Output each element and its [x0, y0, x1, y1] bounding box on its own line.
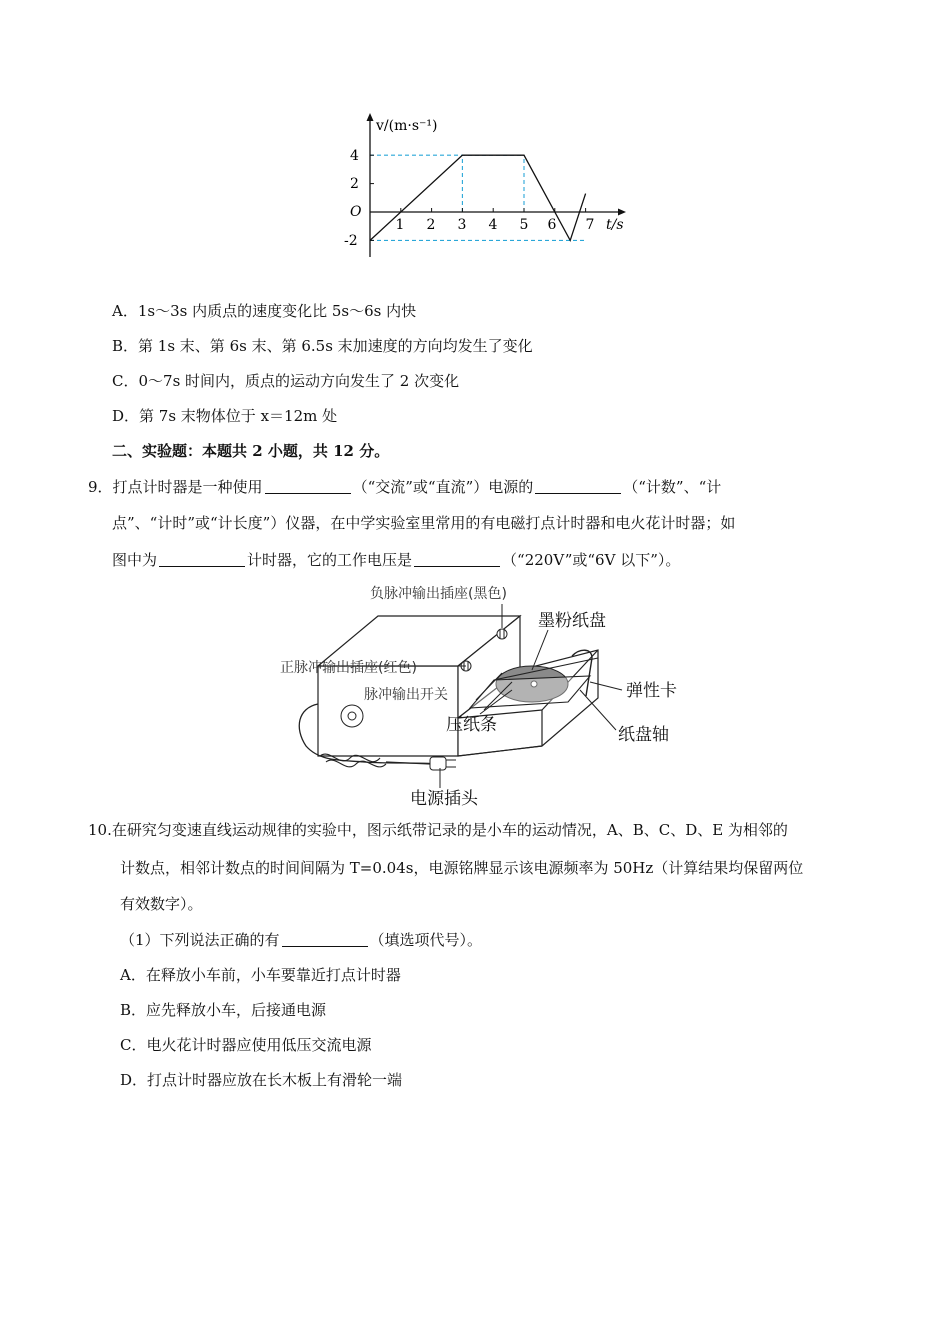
toner-disk-label: 墨粉纸盘 [538, 611, 606, 631]
option-letter: C． [120, 1036, 147, 1054]
plug-label: 电源插头 [410, 789, 478, 809]
neg-socket-label: 负脉冲输出插座(黑色) [370, 586, 507, 602]
spring-clip-label: 弹性卡 [626, 681, 677, 701]
option-text: 在释放小车前，小车要靠近打点计时器 [145, 966, 401, 984]
q8-option-c [112, 371, 459, 391]
x-tick-label: 1 [395, 217, 405, 233]
option-letter: B． [120, 1001, 147, 1019]
x-tick-label: 2 [426, 217, 436, 233]
q10-line-1: 10.在研究匀变速直线运动规律的实验中，图示纸带记录的是小车的运动情况，A、B、C、D、E 为相邻的 [88, 821, 788, 839]
q8-option-b [112, 336, 533, 356]
y-tick-label: 2 [350, 176, 359, 192]
x-tick-label: 6 [547, 217, 557, 233]
y-tick-label: -2 [344, 233, 358, 249]
q10-option-a [120, 965, 401, 985]
q9-text: 打点计时器是一种使用 [112, 478, 263, 496]
answer-blank[interactable] [265, 479, 351, 494]
option-letter: A． [112, 302, 138, 320]
x-tick-label: 5 [519, 217, 529, 233]
option-text: 打点计时器应放在长木板上有滑轮一端 [147, 1071, 403, 1089]
option-text: 第 7s 末物体位于 x＝12m 处 [139, 407, 338, 425]
q8-option-a [112, 301, 416, 321]
x-tick-label: 3 [457, 217, 467, 233]
question-number: 9． [88, 478, 113, 496]
x-tick-label: 7 [585, 217, 595, 233]
y-tick-label: 4 [350, 148, 359, 164]
q10-line-2: 计数点，相邻计数点的时间间隔为 T=0.04s，电源铭牌显示该电源频率为 50Hz（计算结果均保留两位 [120, 859, 804, 877]
q10-option-d [120, 1070, 402, 1090]
paper-press-label: 压纸条 [446, 715, 497, 735]
disk-axis-label: 纸盘轴 [618, 725, 669, 745]
answer-blank[interactable] [159, 552, 245, 567]
q9-line-3 [112, 550, 680, 570]
answer-blank[interactable] [535, 479, 621, 494]
q9-text: （“220V”或“6V 以下”）。 [502, 551, 681, 569]
section-title: 二、实验题：本题共 2 小题，共 12 分。 [112, 442, 390, 460]
q10-text: （填选项代号）。 [369, 931, 483, 949]
answer-blank[interactable] [414, 552, 500, 567]
q8-option-d [112, 406, 337, 426]
x-axis-arrow [618, 209, 626, 216]
vt-graph [330, 105, 640, 265]
switch-label: 脉冲输出开关 [364, 687, 448, 703]
option-letter: D． [112, 407, 140, 425]
option-text: 0～7s 时间内，质点的运动方向发生了 2 次变化 [138, 372, 460, 390]
switch-knob [341, 705, 363, 727]
option-text: 1s～3s 内质点的速度变化比 5s～6s 内快 [137, 302, 417, 320]
q9-text: （“计数”、“计 [623, 478, 722, 496]
option-letter: A． [120, 966, 146, 984]
x-tick-label: 4 [488, 217, 498, 233]
q9-text: 计时器，它的工作电压是 [247, 551, 413, 569]
q9-line-1 [88, 477, 721, 497]
x-axis-label: t/s [606, 217, 624, 233]
pos-socket-label: 正脉冲输出插座(红色) [280, 660, 417, 676]
neg-socket [497, 629, 507, 639]
q10-text: （1）下列说法正确的有 [120, 931, 280, 949]
option-text: 第 1s 末、第 6s 末、第 6.5s 末加速度的方向均发生了变化 [138, 337, 533, 355]
origin-label: O [350, 204, 362, 220]
q10-line-3: 有效数字）。 [120, 895, 203, 913]
answer-blank[interactable] [282, 932, 368, 947]
option-letter: B． [112, 337, 139, 355]
option-text: 电火花计时器应使用低压交流电源 [146, 1036, 372, 1054]
plug [430, 757, 456, 770]
y-axis-label: v/(m·s⁻¹) [376, 118, 438, 134]
q10-option-b [120, 1000, 326, 1020]
q10-option-c [120, 1035, 372, 1055]
option-letter: D． [120, 1071, 148, 1089]
q9-text: 图中为 [112, 551, 158, 569]
q9-text: （“交流”或“直流”）电源的 [352, 478, 534, 496]
option-text: 应先释放小车，后接通电源 [146, 1001, 327, 1019]
spark-timer-figure [280, 578, 700, 810]
q9-line-2: 点”、“计时”或“计长度”）仪器，在中学实验室里常用的有电磁打点计时器和电火花计时器；如 [112, 514, 736, 532]
y-axis-arrow [367, 113, 374, 121]
option-letter: C． [112, 372, 139, 390]
q10-subquestion-1 [120, 930, 482, 950]
